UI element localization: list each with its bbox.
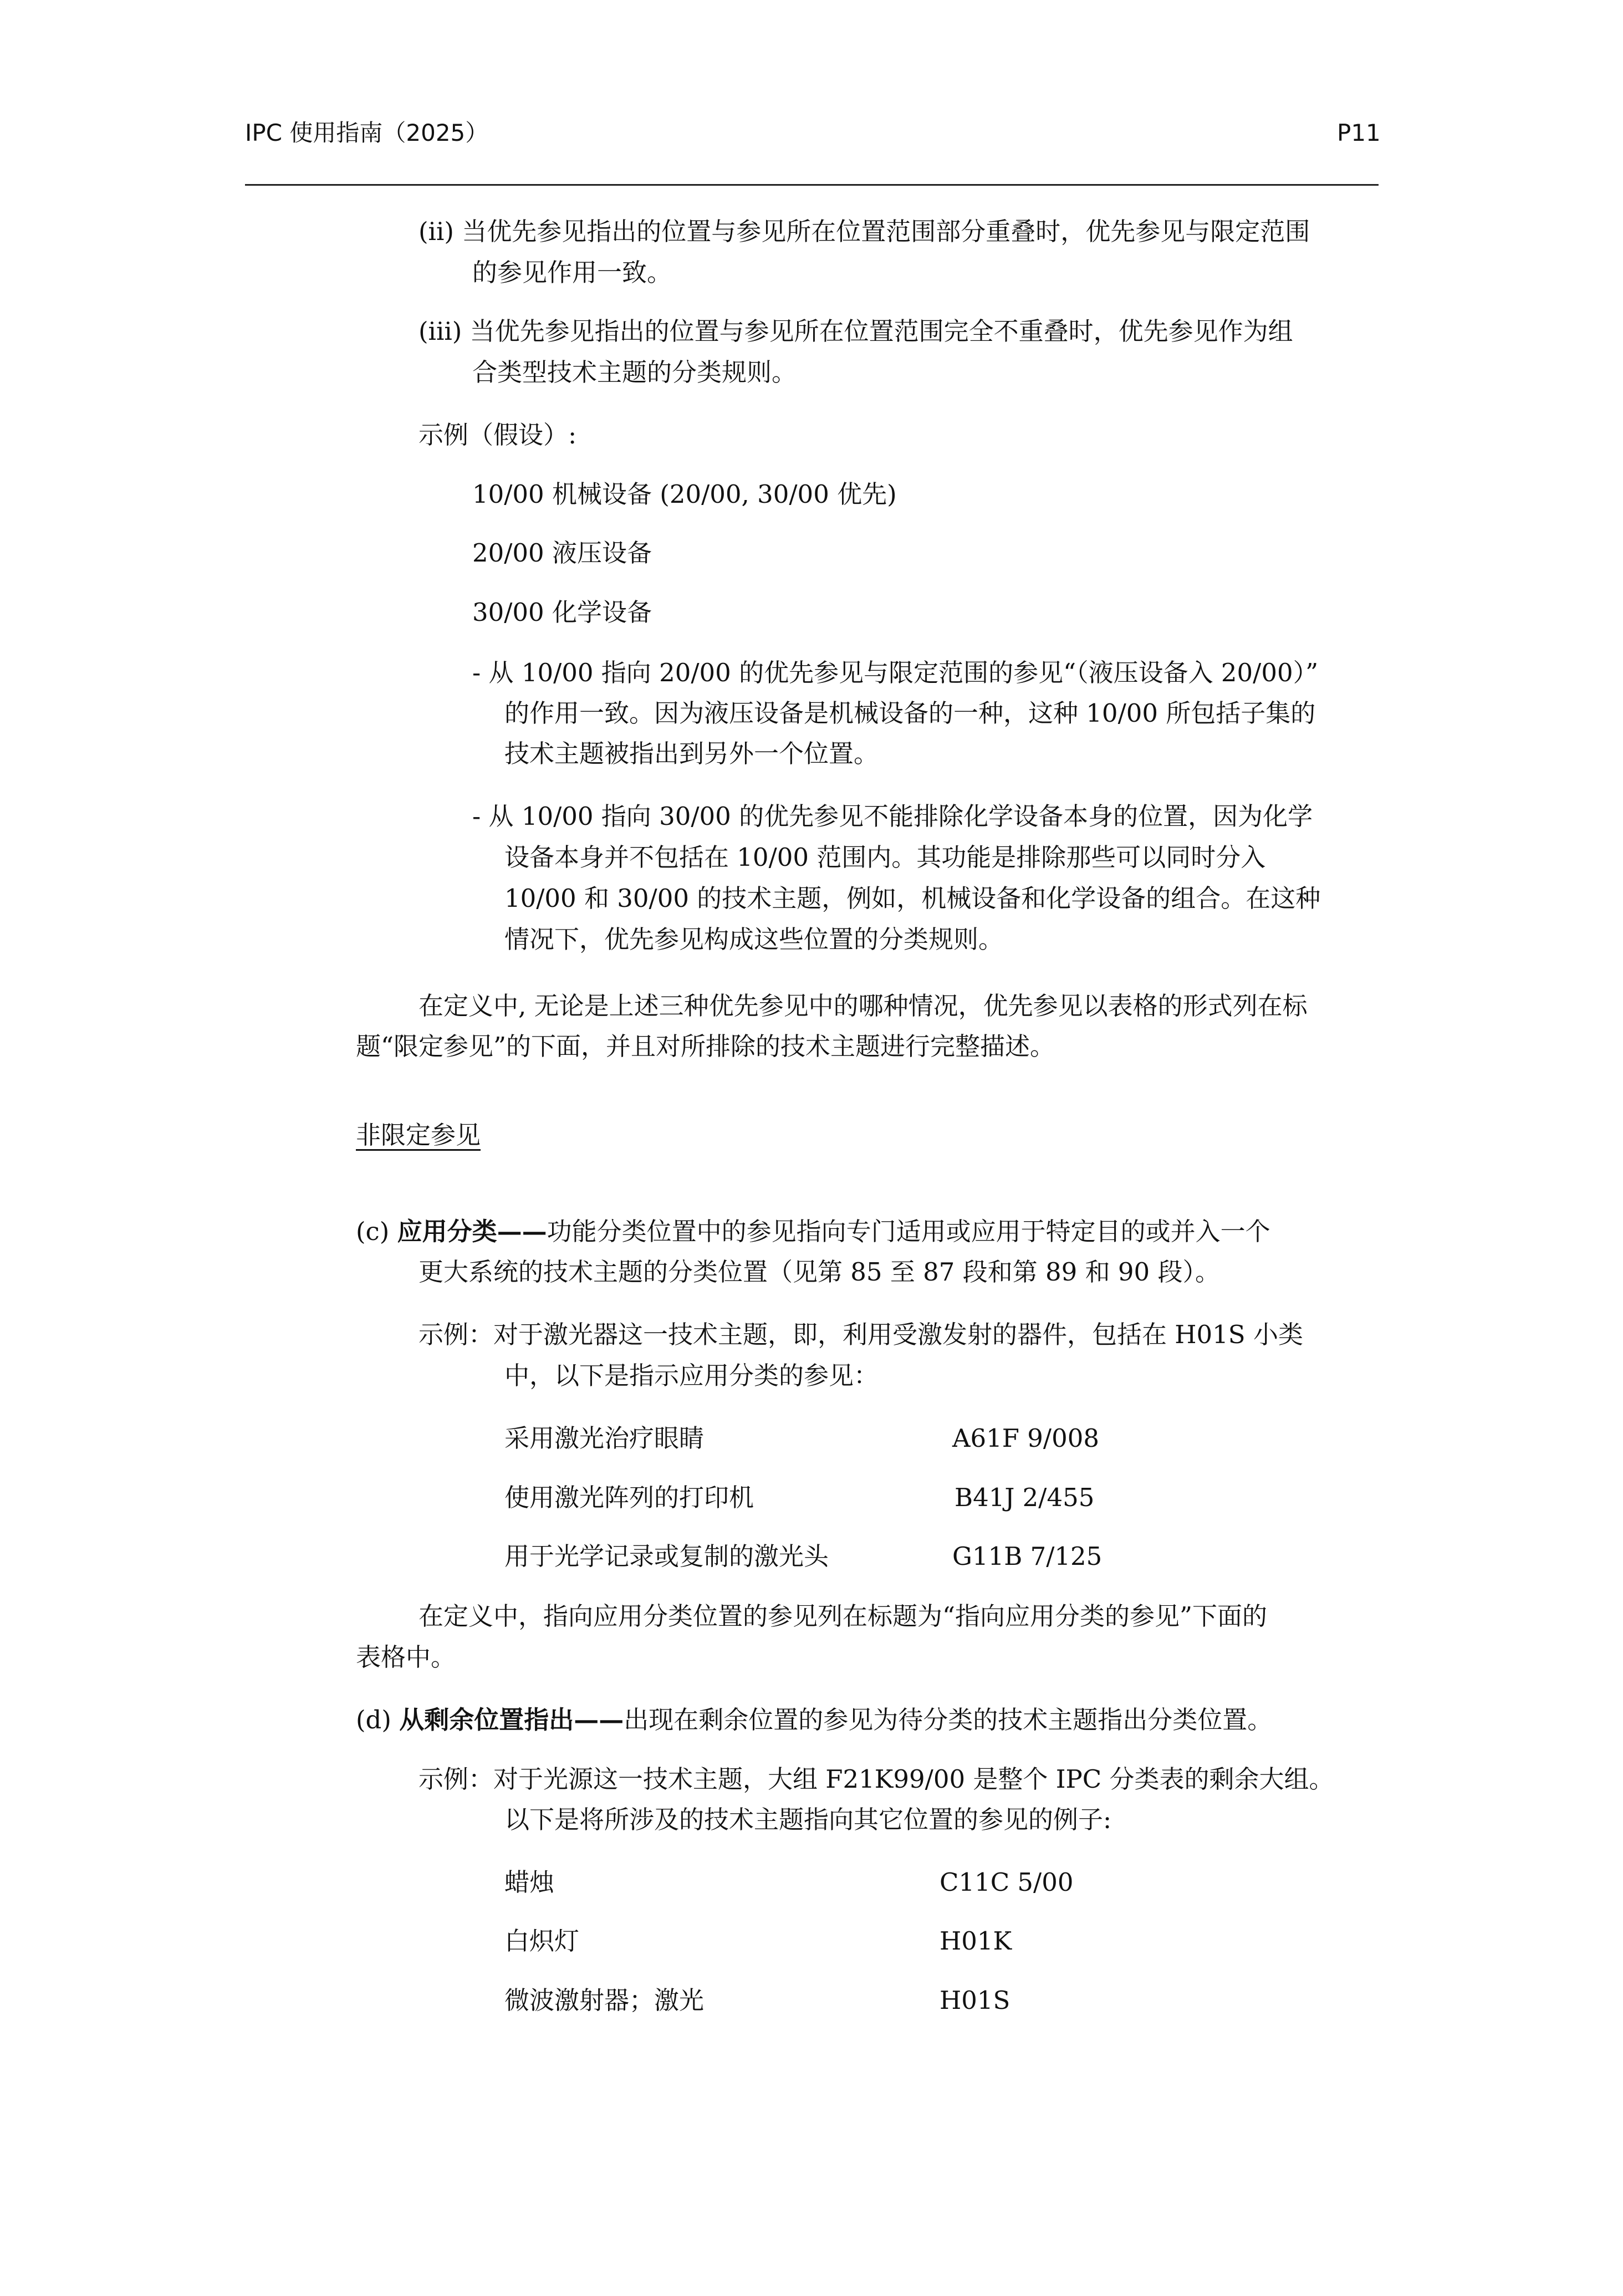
table-row-code: G11B 7/125 [952, 1542, 1103, 1571]
section-heading: 非限定参见 [356, 1120, 481, 1150]
item-c-text: 功能分类位置中的参见指向专门适用或应用于特定目的或并入一个 [547, 1217, 1270, 1246]
item-c-line1 [356, 1215, 1270, 1248]
item-d-marker: (d) [356, 1705, 391, 1734]
table-row-code: H01S [940, 1986, 1010, 2015]
item-c-definition-line2: 表格中。 [356, 1642, 456, 1672]
page-number: P11 [1337, 119, 1381, 146]
table-row-subject: 白炽灯 [504, 1926, 580, 1956]
item-c-marker: (c) [356, 1217, 390, 1246]
bullet2-line: - 从 10/00 指向 30/00 的优先参见不能排除化学设备本身的位置，因为化学 [472, 802, 1313, 831]
table-row-subject: 微波激射器；激光 [504, 1986, 705, 2015]
list-ii-line1: (ii) 当优先参见指出的位置与参见所在位置范围部分重叠时，优先参见与限定范围 [418, 217, 1310, 246]
table-row-subject: 采用激光治疗眼睛 [504, 1423, 705, 1453]
table-row-subject: 用于光学记录或复制的激光头 [504, 1542, 829, 1571]
bullet1-line: - 从 10/00 指向 20/00 的优先参见与限定范围的参见“（液压设备入 20/00）” [472, 658, 1319, 687]
item-d-example-line2: 以下是将所涉及的技术主题指向其它位置的参见的例子: [504, 1805, 1112, 1834]
example-label: 示例（假设）: [418, 420, 577, 450]
list-ii-line2: 的参见作用一致。 [472, 258, 672, 287]
list-iii-line1: (iii) 当优先参见指出的位置与参见所在位置范围完全不重叠时，优先参见作为组 [418, 317, 1293, 346]
item-c-line2: 更大系统的技术主题的分类位置（见第 85 至 87 段和第 89 和 90 段）。 [418, 1257, 1220, 1287]
definition-paragraph-line2: 题“限定参见”的下面，并且对所排除的技术主题进行完整描述。 [356, 1032, 1055, 1061]
list-iii-line2: 合类型技术主题的分类规则。 [472, 358, 797, 387]
item-c-example-line2: 中，以下是指示应用分类的参见： [504, 1361, 879, 1390]
table-row-subject: 使用激光阵列的打印机 [504, 1483, 754, 1512]
item-d-text: 出现在剩余位置的参见为待分类的技术主题指出分类位置。 [624, 1705, 1273, 1734]
header-title: IPC 使用指南（2025） [245, 119, 489, 146]
bullet2-line: 情况下，优先参见构成这些位置的分类规则。 [504, 925, 1004, 954]
bullet2-line: 设备本身并不包括在 10/00 范围内。其功能是排除那些可以同时分入 [504, 843, 1266, 872]
example-item: 10/00 机械设备 (20/00, 30/00 优先) [472, 479, 897, 509]
item-d-term: 从剩余位置指出—— [399, 1705, 624, 1734]
table-row-code: B41J 2/455 [955, 1483, 1095, 1512]
example-item: 30/00 化学设备 [472, 598, 652, 627]
item-d-example-line1: 示例：对于光源这一技术主题，大组 F21K99/00 是整个 IPC 分类表的剩余大组。 [418, 1764, 1334, 1794]
bullet1-line: 技术主题被指出到另外一个位置。 [504, 739, 879, 768]
header-divider [245, 184, 1379, 186]
table-row-code: H01K [940, 1926, 1012, 1956]
table-row-code: A61F 9/008 [952, 1423, 1099, 1453]
table-row-code: C11C 5/00 [940, 1868, 1074, 1897]
bullet2-line: 10/00 和 30/00 的技术主题，例如，机械设备和化学设备的组合。在这种 [504, 884, 1321, 913]
item-c-example-line1: 示例：对于激光器这一技术主题，即，利用受激发射的器件，包括在 H01S 小类 [418, 1320, 1303, 1349]
definition-paragraph-line1: 在定义中, 无论是上述三种优先参见中的哪种情况，优先参见以表格的形式列在标 [418, 991, 1308, 1021]
item-c-definition-line1: 在定义中，指向应用分类位置的参见列在标题为“指向应用分类的参见”下面的 [418, 1601, 1268, 1631]
item-d-line1 [356, 1703, 1272, 1737]
example-item: 20/00 液压设备 [472, 538, 652, 568]
item-c-term: 应用分类—— [397, 1217, 547, 1246]
table-row-subject: 蜡烛 [504, 1868, 555, 1897]
bullet1-line: 的作用一致。因为液压设备是机械设备的一种，这种 10/00 所包括子集的 [504, 698, 1316, 728]
